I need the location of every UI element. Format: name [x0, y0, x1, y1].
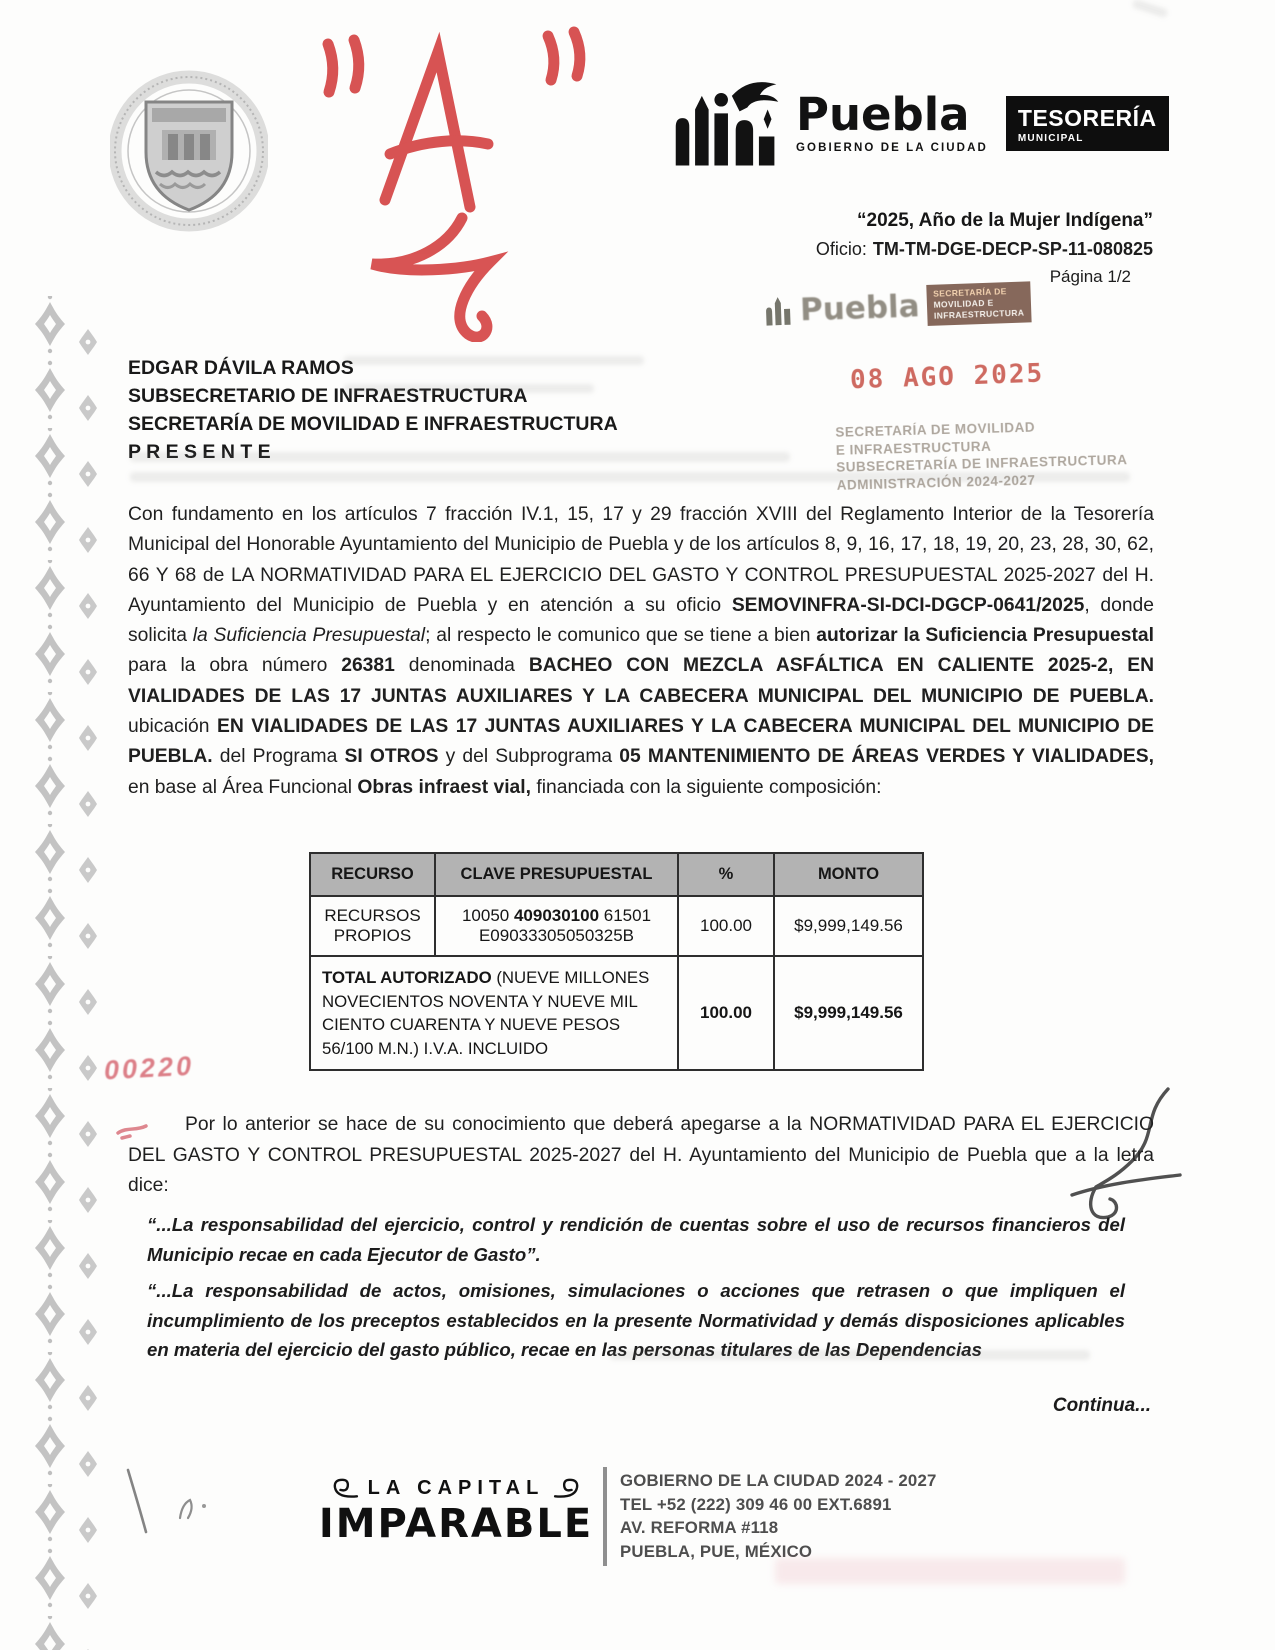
brand-wordmark: Puebla: [796, 88, 970, 141]
stamp-box-line: MOVILIDAD E: [933, 297, 994, 310]
table-row-recursos: [310, 896, 923, 956]
normativity-quote-2: “...La responsabilidad de actos, omisiones, simulaciones o acciones que retrasen o que impliquen el incumplimiento de los preceptos establecidos en la presente Normatividad y demás disposiciones aplicables en materia del ejercicio del gasto público, recae en las personas titulares de las Dependencias: [147, 1280, 1125, 1360]
recipient-block: [128, 354, 618, 466]
budget-table-wrap: [309, 852, 924, 1071]
bleedthrough-artifact: [1131, 0, 1168, 18]
document-meta: [816, 210, 1153, 287]
table-row-total: [310, 956, 923, 1070]
clave-line2: E09033305050325B: [478, 926, 635, 945]
contact-line: GOBIERNO DE LA CIUDAD 2024 - 2027: [620, 1471, 937, 1490]
oficio-label: Oficio:: [815, 239, 867, 259]
bleedthrough-artifact: [130, 452, 790, 462]
movilidad-stamp: [762, 281, 1031, 331]
cell-recurso: RECURSOS PROPIOS: [310, 896, 435, 956]
recipient-title: SUBSECRETARIO DE INFRAESTRUCTURA: [128, 385, 528, 407]
recipient-presente: P R E S E N T E: [128, 441, 271, 463]
receipt-line: E INFRAESTRUCTURA: [835, 438, 992, 458]
coat-of-arms: [110, 68, 268, 234]
bleedthrough-artifact: [344, 384, 594, 393]
signature-flourish: [1068, 1083, 1183, 1228]
year-slogan: “2025, Año de la Mujer Indígena”: [857, 210, 1153, 231]
stamp-box-line: INFRAESTRUCTURA: [933, 307, 1025, 321]
puebla-logo: [668, 76, 1169, 170]
stamp-box-line: SECRETARÍA DE: [932, 286, 1007, 299]
bleedthrough-artifact: [610, 1350, 1090, 1360]
bleedthrough-artifact: [344, 356, 644, 365]
oficio-number: TM-TM-DGE-DECP-SP-11-080825: [872, 239, 1153, 259]
contact-line: PUEBLA, PUE, MÉXICO: [620, 1541, 813, 1561]
cell-clave: [435, 896, 678, 956]
pen-marks: [116, 1466, 226, 1544]
imparable-label: IMPARABLE: [318, 1501, 594, 1547]
laurel-swirl-left-icon: [331, 1478, 359, 1500]
receipt-line: SECRETARÍA DE MOVILIDAD: [835, 419, 1036, 440]
footer-contact: [620, 1469, 937, 1563]
cell-monto: $9,999,149.56: [774, 896, 923, 956]
capital-imparable-logo: [308, 1477, 604, 1547]
cell-total-concepto: TOTAL AUTORIZADO (NUEVE MILLONES NOVECIENTOS NOVENTA Y NUEVE MIL CIENTO CUARENTA Y NUEVE PESOS 56/100 M.N.) I.V.A. INCLUIDO: [310, 956, 678, 1070]
continua-note: Continua...: [1052, 1395, 1151, 1416]
receipt-stamp-text: [835, 416, 1128, 494]
stamp-figures-icon: [763, 294, 794, 327]
bleedthrough-artifact: [775, 1558, 1125, 1584]
talavera-figures-icon: [668, 76, 786, 170]
col-header-recurso: RECURSO: [310, 853, 435, 896]
municipal-label: MUNICIPAL: [1017, 132, 1084, 144]
oficio-line: [816, 239, 1153, 260]
table-header-row: [310, 853, 923, 896]
col-header-monto: MONTO: [774, 853, 923, 896]
budget-table: [309, 852, 924, 1071]
contact-line: TEL +52 (222) 309 46 00 EXT.6891: [620, 1494, 892, 1514]
laurel-swirl-right-icon: [553, 1478, 581, 1500]
received-date-stamp: 08 AGO 2025: [849, 358, 1045, 396]
handwritten-number: 00220: [103, 1050, 195, 1086]
cell-total-pct: 100.00: [678, 956, 774, 1070]
recipient-name: EDGAR DÁVILA RAMOS: [128, 357, 354, 379]
contact-line: AV. REFORMA #118: [620, 1518, 779, 1538]
brand-tagline: GOBIERNO DE LA CIUDAD: [796, 142, 988, 154]
la-capital-label: LA CAPITAL: [367, 1477, 545, 1499]
tesoreria-label: TESORERÍA: [1017, 104, 1157, 131]
handwritten-letter-a: [310, 22, 610, 342]
main-paragraph: Con fundamento en los artículos 7 fracción IV.1, 15, 17 y 29 fracción XVIII del Reglamento Interior de la Tesorería Municipal del Honorable Ayuntamiento del Municipio de Puebla y de los artículos 8, 9, 16, 17, 18, 19, 20, 23, 28, 30, 62, 66 Y 68 de LA NORMATIVIDAD PARA EL EJERCICIO DEL GASTO Y CONTROL PRESUPUESTAL 2025-2027 del H. Ayuntamiento del Municipio de Puebla y en atención a su oficio SEMOVINFRA-SI-DCI-DGCP-0641/2025, donde solicita la Suficiencia Presupuestal; al respecto le comunico que se tiene a bien autorizar la Suficiencia Presupuestal para la obra número 26381 denominada BACHEO CON MEZCLA ASFÁLTICA EN CALIENTE 2025-2, EN VIALIDADES DE LAS 17 JUNTAS AUXILIARES Y LA CABECERA MUNICIPAL DEL MUNICIPIO DE PUEBLA. ubicación EN VIALIDADES DE LAS 17 JUNTAS AUXILIARES Y LA CABECERA MUNICIPAL DEL MUNICIPIO DE PUEBLA. del Programa SI OTROS y del Subprograma 05 MANTENIMIENTO DE ÁREAS VERDES Y VIALIDADES, en base al Área Funcional Obras infraest vial, financiada con la siguiente composición:: [128, 504, 1155, 798]
ornament-border-pattern: [26, 296, 108, 1650]
second-paragraph: Por lo anterior se hace de su conocimiento que deberá apegarse a la NORMATIVIDAD PARA EL EJERCICIO DEL GASTO Y CONTROL PRESUPUESTAL 2025-2027 del H. Ayuntamiento del Municipio de Puebla que a la letra dice:: [128, 1114, 1154, 1196]
col-header-pct: %: [678, 853, 774, 896]
bleedthrough-artifact: [130, 472, 1130, 482]
cell-total-monto: $9,999,149.56: [774, 956, 923, 1070]
col-header-clave: CLAVE PRESUPUESTAL: [435, 853, 678, 896]
footer-divider: [603, 1467, 607, 1566]
receipt-line: ADMINISTRACIÓN 2024-2027: [836, 472, 1036, 493]
stamp-wordmark: Puebla: [799, 287, 921, 328]
receipt-line: SUBSECRETARÍA DE INFRAESTRUCTURA: [836, 452, 1128, 475]
page-number: Página 1/2: [1049, 267, 1131, 286]
normativity-quote-1: “...La responsabilidad del ejercicio, control y rendición de cuentas sobre el uso de recursos financieros del Municipio recae en cada Ejecutor de Gasto”.: [147, 1214, 1125, 1265]
cell-pct: 100.00: [678, 896, 774, 956]
recipient-secretariat: SECRETARÍA DE MOVILIDAD E INFRAESTRUCTURA: [128, 413, 618, 435]
stamp-unit-badge: [926, 281, 1032, 326]
clave-line1: 10050 409030100 61501: [461, 906, 652, 925]
tesoreria-badge: [1006, 96, 1169, 151]
